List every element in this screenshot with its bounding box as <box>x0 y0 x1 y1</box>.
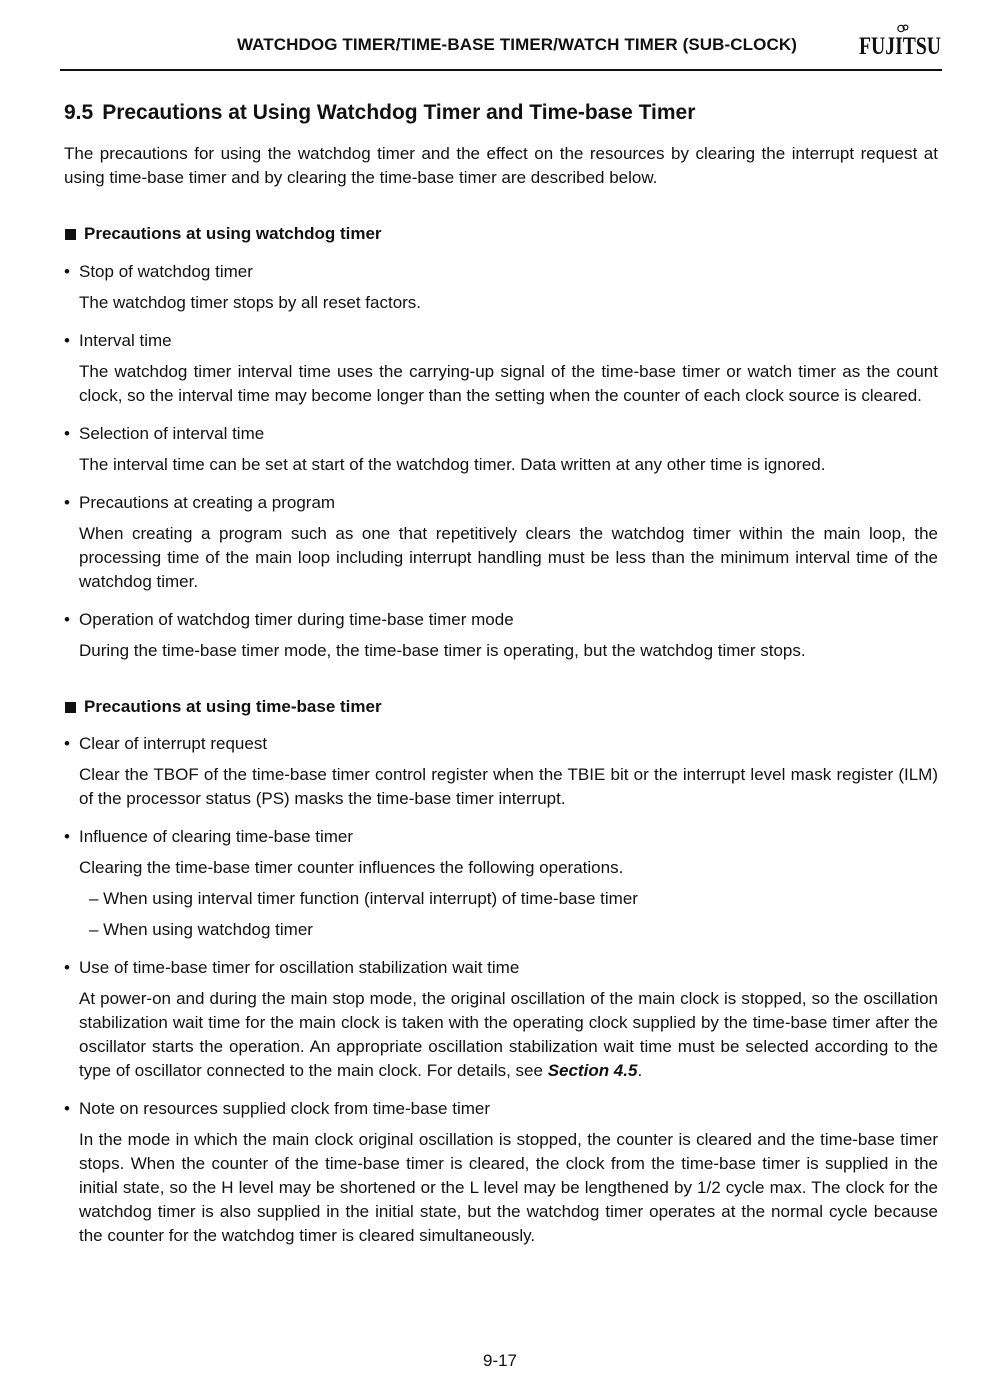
bullet-body: The watchdog timer interval time uses the carrying-up signal of the time-base timer or watch timer as the count clock, so the interval time may become longer than the setting when the counter of each clock source is cleared. <box>79 362 938 405</box>
bullet-title: • Stop of watchdog timer <box>64 260 938 284</box>
bullet-title: • Interval time <box>64 329 938 353</box>
bullet-title: • Influence of clearing time-base timer <box>64 825 938 849</box>
page-content <box>64 99 938 1248</box>
bullet-body: Clear the TBOF of the time-base timer control register when the TBIE bit or the interrupt level mask register (ILM) of the processor status (PS) masks the time-base timer interrupt. <box>79 765 938 808</box>
section-title-text: Precautions at Using Watchdog Timer and Time-base Timer <box>102 101 696 124</box>
subhead-watchdog <box>64 222 938 246</box>
bullet-title: • Note on resources supplied clock from time-base timer <box>64 1097 938 1121</box>
bullet-icon: • <box>64 424 70 443</box>
bullet-icon: • <box>64 331 70 350</box>
subhead-text: Precautions at using time-base timer <box>84 697 382 716</box>
bullet-body: Clearing the time-base timer counter influences the following operations. <box>79 858 624 877</box>
dash-item: – When using interval timer function (interval interrupt) of time-base timer <box>89 889 638 908</box>
subhead-text: Precautions at using watchdog timer <box>84 224 382 243</box>
running-header: WATCHDOG TIMER/TIME-BASE TIMER/WATCH TIMER (SUB-CLOCK) <box>236 35 797 54</box>
dash-item: – When using watchdog timer <box>89 920 313 939</box>
bullet-icon: • <box>64 958 70 977</box>
subhead-timebase <box>64 695 938 719</box>
section-title <box>64 99 938 127</box>
square-bullet-icon <box>65 229 76 240</box>
header-rule <box>60 69 942 71</box>
square-bullet-icon <box>65 702 76 713</box>
bullet-body: The interval time can be set at start of the watchdog timer. Data written at any other time is ignored. <box>79 455 826 474</box>
bullet-icon: • <box>64 734 70 753</box>
bullet-body: At power-on and during the main stop mode, the original oscillation of the main clock is stopped, so the oscillation stabilization wait time for the main clock is taken with the operating clock supplied by the time-base timer after the oscillator starts the operation. An appropriate oscillation stabilization wait time must be selected according to the type of oscillator connected to the main clock. For details, see Section 4.5. <box>79 989 938 1080</box>
bullet-title: • Selection of interval time <box>64 422 938 446</box>
bullet-icon: • <box>64 493 70 512</box>
page-number: 9-17 <box>482 1351 518 1370</box>
intro-paragraph: The precautions for using the watchdog timer and the effect on the resources by clearing the interrupt request at using time-base timer and by clearing the time-base timer are described below. <box>64 144 938 187</box>
bullet-title: • Clear of interrupt request <box>64 732 938 756</box>
bullet-icon: • <box>64 827 70 846</box>
svg-text:FUJITSU: FUJITSU <box>859 33 941 60</box>
section-number: 9.5 <box>64 101 94 124</box>
bullet-icon: • <box>64 610 70 629</box>
fujitsu-logo <box>858 24 942 60</box>
section-reference-link[interactable]: Section 4.5 <box>547 1061 638 1080</box>
bullet-body: The watchdog timer stops by all reset factors. <box>79 293 422 312</box>
bullet-body: During the time-base timer mode, the time-base timer is operating, but the watchdog timer stops. <box>79 641 806 660</box>
bullet-title: • Use of time-base timer for oscillation stabilization wait time <box>64 956 938 980</box>
bullet-title: • Precautions at creating a program <box>64 491 938 515</box>
bullet-icon: • <box>64 1099 70 1118</box>
bullet-body: In the mode in which the main clock original oscillation is stopped, the counter is cleared and the time-base timer stops. When the counter of the time-base timer is cleared, the clock from the time-base timer is supplied in the initial state, so the H level may be shortened or the L level may be lengthened by 1/2 cycle max. The clock for the watchdog timer is also supplied in the initial state, but the watchdog timer operates at the normal cycle because the counter for the watchdog timer is cleared simultaneously. <box>79 1130 938 1245</box>
bullet-title: • Operation of watchdog timer during time-base timer mode <box>64 608 938 632</box>
bullet-icon: • <box>64 262 70 281</box>
bullet-body: When creating a program such as one that repetitively clears the watchdog timer within the main loop, the processing time of the main loop including interrupt handling must be less than the minimum interval time of the watchdog timer. <box>79 524 938 591</box>
